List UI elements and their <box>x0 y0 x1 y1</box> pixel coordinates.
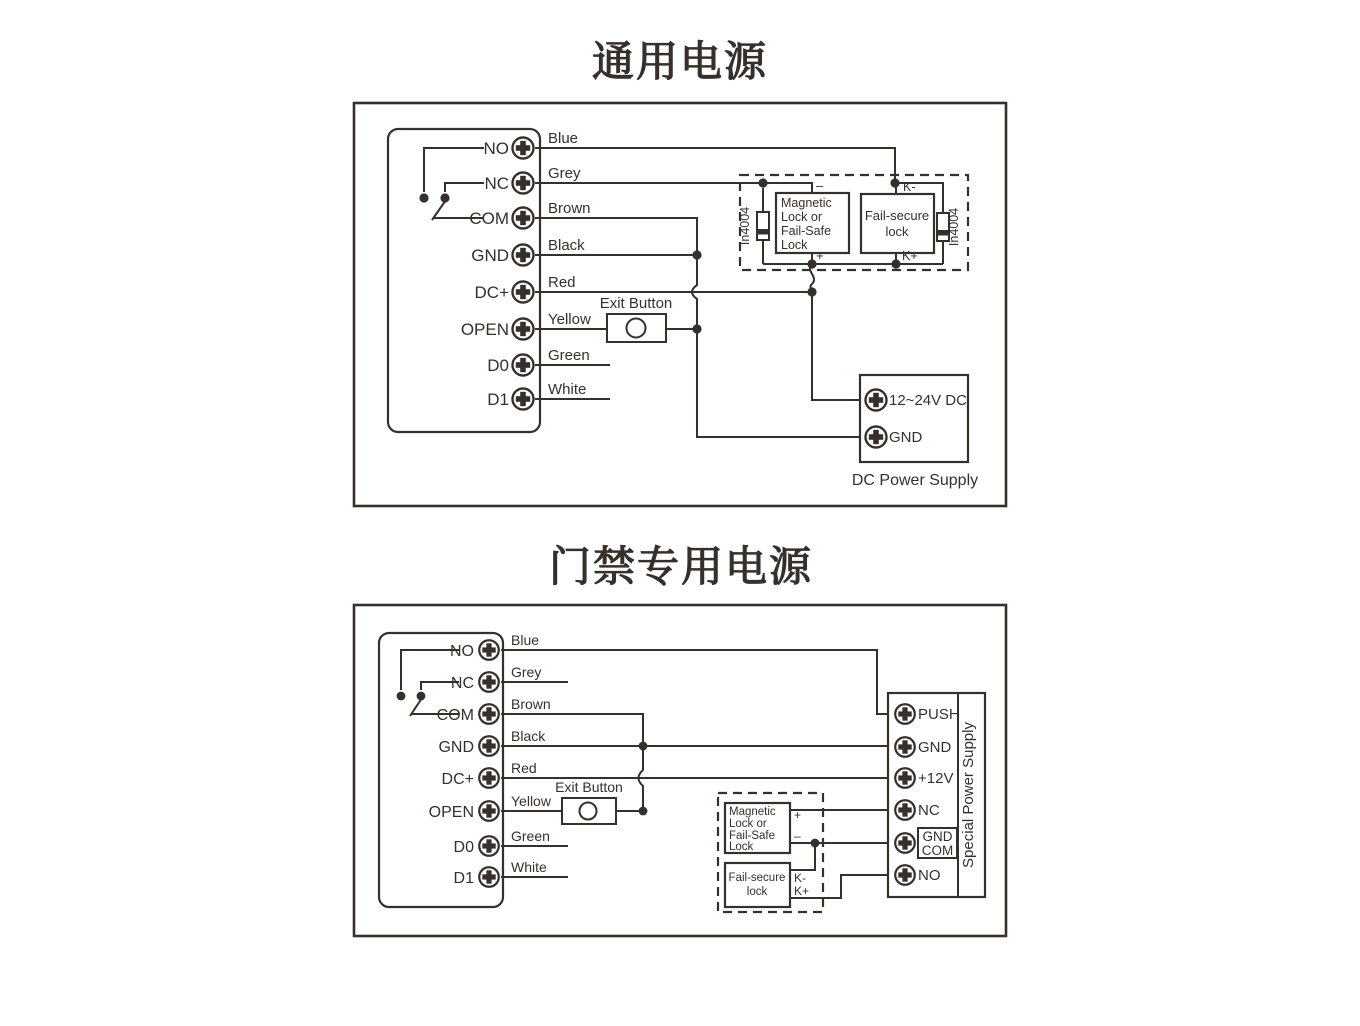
dc-power-supply <box>852 375 978 489</box>
screw-terminal <box>513 245 534 266</box>
screw-terminal <box>479 704 499 724</box>
wire-color-label: Red <box>548 274 576 291</box>
button-circle <box>580 803 597 820</box>
screw-terminal <box>895 737 915 757</box>
magnetic-lock-text: Fail-Safe <box>781 224 832 238</box>
dc-power-supply-box <box>860 375 968 462</box>
junction-dot <box>440 193 449 202</box>
wire-color-label: Grey <box>548 165 581 182</box>
wire-kminus <box>790 843 815 870</box>
k-minus-label: K- <box>794 871 806 885</box>
screw-terminal <box>513 138 534 159</box>
psu-volt-label: 12~24V DC <box>889 392 967 409</box>
wire-color-label: Black <box>511 728 546 744</box>
junction-dot <box>692 324 701 333</box>
junction-dot <box>639 742 648 751</box>
screw-terminal <box>895 768 915 788</box>
screw-terminal <box>895 704 915 724</box>
psu-caption: DC Power Supply <box>851 472 979 489</box>
junction-dot <box>639 807 648 816</box>
screw-terminal <box>479 867 499 887</box>
terminal-label: GND <box>471 246 509 265</box>
wire-color-label: Brown <box>548 200 591 217</box>
psu-terminal-label: PUSH <box>918 706 960 723</box>
controller-wires <box>535 148 900 437</box>
screw-terminal <box>479 640 499 660</box>
wire-color-label: Brown <box>511 696 551 712</box>
exit-button-symbol <box>555 779 623 824</box>
terminal-label: OPEN <box>428 804 474 821</box>
wire-color-label: Grey <box>511 664 542 680</box>
junction-dot <box>419 193 428 202</box>
psu-terminal-label: NO <box>918 867 941 884</box>
screw-terminal <box>479 672 499 692</box>
terminal-label: NC <box>484 174 509 193</box>
terminal-label: DC+ <box>474 283 509 302</box>
wire-color-label: Green <box>548 347 590 364</box>
lock-unit <box>738 175 968 292</box>
terminal-label: D1 <box>487 390 509 409</box>
psu-terminal-label: GND <box>918 739 952 756</box>
wire-color-label: Red <box>511 760 537 776</box>
screw-terminal <box>513 389 534 410</box>
screw-terminal <box>513 355 534 376</box>
psu-terminal-label: COM <box>921 843 954 858</box>
screw-terminal <box>866 427 887 448</box>
terminal-label: COM <box>469 209 509 228</box>
psu-terminal-label: NC <box>918 802 940 819</box>
diagram-access-power <box>354 543 1006 936</box>
screw-terminal <box>895 865 915 885</box>
screw-terminal <box>895 833 915 853</box>
magnetic-lock-text: Lock or <box>729 818 767 830</box>
wire-color-label: Blue <box>511 632 540 648</box>
screw-terminal <box>513 319 534 340</box>
terminal-label: OPEN <box>460 320 509 339</box>
magnetic-lock-text: Lock <box>781 238 808 252</box>
screw-terminal <box>479 836 499 856</box>
diode-left <box>757 212 769 240</box>
minus-label: – <box>816 178 824 193</box>
fail-secure-lock-box <box>725 863 790 907</box>
k-plus-label: K+ <box>794 884 810 898</box>
k-minus-label: K- <box>903 180 916 194</box>
terminal-label: GND <box>438 739 474 756</box>
wire-color-label: Yellow <box>511 793 551 809</box>
psu-terminal-label: GND <box>922 829 953 844</box>
diode-right-label: In4004 <box>947 207 961 247</box>
screw-terminal <box>479 801 499 821</box>
screw-terminal <box>895 800 915 820</box>
wire-plus-feed <box>812 292 862 400</box>
psu-terminal-label: +12V <box>918 770 954 787</box>
junction-dot <box>417 692 426 701</box>
wire-blue <box>535 148 895 183</box>
fail-secure-text: Fail-secure <box>864 208 930 223</box>
minus-label: – <box>794 829 801 843</box>
terminal-label: DC+ <box>441 771 474 788</box>
plus-label: + <box>816 248 824 263</box>
terminal-label: D0 <box>453 839 474 856</box>
magnetic-lock-text: Magnetic <box>781 196 832 210</box>
plus-label: + <box>794 808 802 822</box>
diagram-title: 门禁专用电源 <box>548 543 814 590</box>
terminal-label: D0 <box>487 356 509 375</box>
junction-dot <box>811 839 820 848</box>
magnetic-lock-text: Lock <box>729 841 754 853</box>
screw-terminal <box>513 282 534 303</box>
terminal-label: COM <box>436 707 474 724</box>
wire-color-label: Blue <box>548 130 579 147</box>
wire-color-label: Yellow <box>548 311 591 328</box>
terminal-label: NO <box>450 643 474 660</box>
magnetic-lock-text: Magnetic <box>729 806 776 818</box>
exit-button-label: Exit Button <box>555 779 623 795</box>
fail-secure-text: lock <box>746 886 768 898</box>
wire-color-label: Green <box>511 828 550 844</box>
k-plus-label: K+ <box>902 249 918 263</box>
button-circle <box>627 319 646 338</box>
terminal-label: D1 <box>453 870 474 887</box>
terminal-label: NO <box>483 139 509 158</box>
junction-dot <box>692 250 701 259</box>
screw-terminal <box>513 208 534 229</box>
fail-secure-text: Fail-secure <box>728 872 786 884</box>
fail-secure-text: lock <box>885 224 909 239</box>
psu-gnd-label: GND <box>889 429 923 446</box>
psu-name-vertical: Special Power Supply <box>960 722 977 868</box>
diagram-title: 通用电源 <box>591 38 769 85</box>
junction-dot <box>397 692 406 701</box>
screw-terminal <box>866 390 887 411</box>
junction-dot <box>891 259 900 268</box>
exit-button-label: Exit Button <box>599 295 673 312</box>
screw-terminal <box>479 736 499 756</box>
magnetic-lock-text: Fail-Safe <box>729 830 776 842</box>
screw-terminal <box>479 768 499 788</box>
wire-color-label: Black <box>548 237 585 254</box>
diagram-universal-power <box>354 38 1006 506</box>
magnetic-lock-text: Lock or <box>781 210 822 224</box>
diode-left-label: In4004 <box>738 206 752 246</box>
terminal-label: NC <box>450 675 474 692</box>
wire-color-label: White <box>511 859 547 875</box>
wire-color-label: White <box>548 381 587 398</box>
exit-button-symbol <box>600 295 673 342</box>
screw-terminal <box>513 173 534 194</box>
special-power-supply <box>888 693 985 897</box>
